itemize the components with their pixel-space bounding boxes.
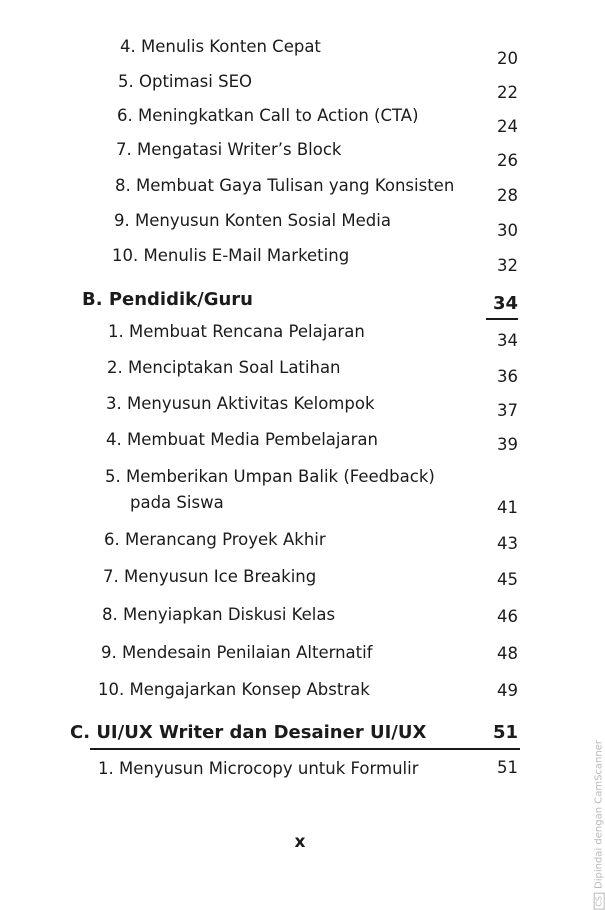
toc-entry-page: 36 — [497, 367, 518, 386]
toc-entry — [108, 321, 365, 343]
section-heading: C. UI/UX Writer dan Desainer UI/UX — [70, 722, 427, 743]
toc-entry — [105, 466, 435, 488]
toc-entry-page: 34 — [497, 331, 518, 350]
toc-entry — [118, 71, 252, 93]
toc-entry-page: 22 — [497, 83, 518, 102]
toc-entry-label: 10. Menulis E-Mail Marketing — [112, 246, 350, 265]
toc-entry-label: 7. Menyusun Ice Breaking — [103, 567, 317, 586]
toc-entry — [106, 393, 375, 415]
toc-entry-label: 2. Menciptakan Soal Latihan — [107, 358, 341, 377]
toc-entry — [114, 210, 391, 232]
section-rule — [90, 748, 520, 750]
toc-entry-page: 49 — [497, 681, 518, 700]
toc-entry-label: 4. Membuat Media Pembelajaran — [106, 430, 378, 449]
toc-entry — [107, 357, 341, 379]
toc-entry-label: 9. Menyusun Konten Sosial Media — [114, 211, 391, 230]
toc-entry-label: 9. Mendesain Penilaian Alternatif — [101, 643, 373, 662]
toc-entry-page: 51 — [497, 758, 518, 777]
toc-entry — [104, 529, 326, 551]
toc-entry-label: 5. Memberikan Umpan Balik (Feedback) — [105, 467, 435, 486]
toc-entry-page: 43 — [497, 534, 518, 553]
toc-entry-label: 7. Mengatasi Writer’s Block — [116, 140, 342, 159]
toc-entry-page: 26 — [497, 151, 518, 170]
toc-entry-page: 32 — [497, 256, 518, 275]
toc-entry-page: 46 — [497, 607, 518, 626]
toc-entry-label: 6. Meningkatkan Call to Action (CTA) — [117, 106, 419, 125]
toc-entry-continuation — [130, 492, 224, 514]
show-through — [330, 40, 334, 56]
scanner-watermark — [594, 740, 605, 910]
toc-entry-page: 20 — [497, 49, 518, 68]
section-heading: B. Pendidik/Guru — [82, 289, 253, 310]
toc-entry-label-line2: pada Siswa — [130, 493, 224, 512]
toc-entry-label: 3. Menyusun Aktivitas Kelompok — [106, 394, 375, 413]
toc-entry — [112, 245, 349, 267]
toc-entry — [116, 139, 341, 161]
toc-entry — [117, 105, 419, 127]
toc-entry — [120, 36, 321, 58]
toc-entry — [103, 566, 316, 588]
toc-entry-page: 28 — [497, 186, 518, 205]
toc-entry-page: 24 — [497, 117, 518, 136]
toc-entry-label: 10. Mengajarkan Konsep Abstrak — [98, 680, 370, 699]
toc-entry-page: 30 — [497, 221, 518, 240]
toc-entry-label: 8. Menyiapkan Diskusi Kelas — [102, 605, 336, 624]
toc-entry — [98, 679, 370, 701]
camscanner-icon: CS — [594, 893, 605, 910]
scanner-watermark-text: Dipindai dengan CamScanner — [594, 740, 605, 889]
toc-entry — [115, 175, 454, 197]
toc-entry-label: 8. Membuat Gaya Tulisan yang Konsisten — [115, 176, 455, 195]
toc-entry-label: 5. Optimasi SEO — [118, 72, 252, 91]
toc-entry-label: 6. Merancang Proyek Akhir — [104, 530, 326, 549]
toc-entry-page: 37 — [497, 401, 518, 420]
section-heading-page: 51 — [492, 722, 518, 743]
toc-entry-label: 4. Menulis Konten Cepat — [120, 37, 321, 56]
toc-entry — [106, 429, 378, 451]
section-rule — [486, 318, 518, 320]
toc-entry — [102, 604, 335, 626]
toc-entry-page: 39 — [497, 435, 518, 454]
toc-entry — [101, 642, 373, 664]
toc-entry-page: 41 — [497, 498, 518, 517]
toc-entry-label: 1. Menyusun Microcopy untuk Formulir — [98, 759, 419, 778]
toc-entry-page: 48 — [497, 644, 518, 663]
page-number: x — [294, 832, 306, 852]
toc-entry-label: 1. Membuat Rencana Pelajaran — [108, 322, 365, 341]
toc-entry-page: 45 — [497, 570, 518, 589]
toc-entry — [98, 758, 419, 780]
section-heading-page: 34 — [492, 293, 518, 314]
